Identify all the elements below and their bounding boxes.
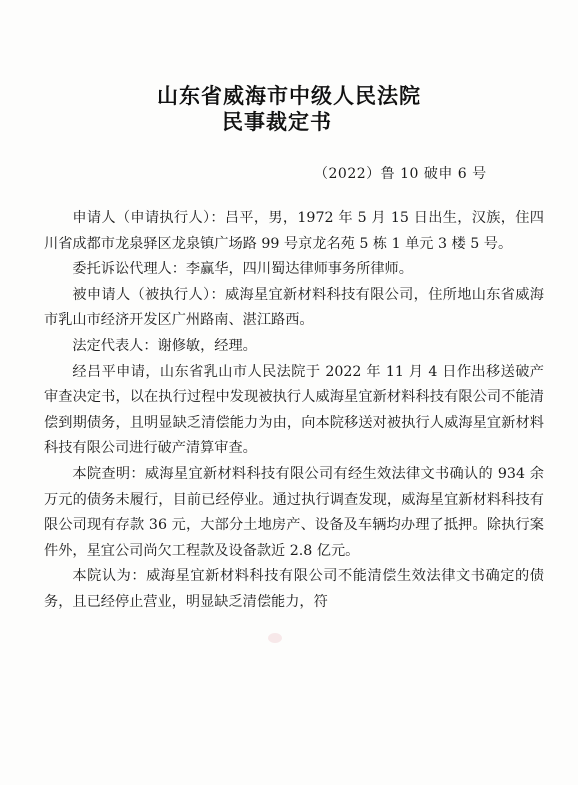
paragraph-applicant: 申请人（申请执行人）：吕平，男，1972 年 5 月 15 日出生，汉族，住四川省成都市龙泉驿区龙泉镇广场路 99 号京龙名苑 5 栋 1 单元 3 楼 5 号。 (44, 210, 544, 252)
paragraph-legal-rep: 法定代表人：谢修敏，经理。 (72, 337, 257, 354)
case-number: （2022）鲁 10 破申 6 号 (314, 166, 487, 182)
document-body (44, 206, 544, 616)
paragraph-opinion: 本院认为：威海星宜新材料科技有限公司不能清偿生效法律文书确定的债务，且已经停止营业，明显缺乏清偿能力，符 (44, 568, 544, 610)
paragraph-background: 经吕平申请，山东省乳山市人民法院于 2022 年 11 月 4 日作出移送破产审查决定书，以在执行过程中发现被执行人威海星宜新材料科技有限公司不能清偿到期债务，且明显缺乏清偿能力为由，向本院移送对被执行人威海星宜新材料科技有限公司进行破产清算审查。 (44, 363, 544, 457)
document-type-title: 民事裁定书 (222, 109, 332, 134)
paragraph-respondent: 被申请人（被执行人）：威海星宜新材料科技有限公司，住所地山东省威海市乳山市经济开发区广州路南、湛江路西。 (44, 286, 544, 329)
paragraph-findings: 本院查明：威海星宜新材料科技有限公司有经生效法律文书确认的 934 余万元的债务未履行，目前已经停业。通过执行调查发现，威海星宜新材料科技有限公司现有存款 36 元，大部分土地房产、设备及车辆均办理了抵押。除执行案件外，星宜公司尚欠工程款及设备款近 2.8 亿元。 (44, 465, 544, 559)
paragraph-agent: 委托诉讼代理人：李赢华，四川蜀达律师事务所律师。 (72, 261, 413, 278)
faint-stamp-mark (268, 633, 282, 643)
court-name: 山东省威海市中级人民法院 (157, 83, 421, 108)
